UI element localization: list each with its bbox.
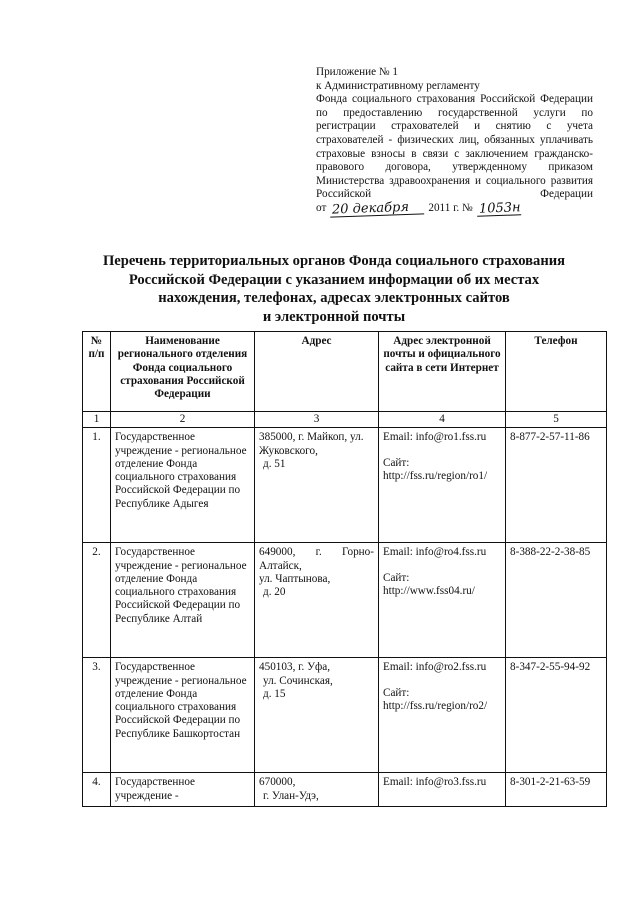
site-label: Сайт: xyxy=(383,456,410,469)
column-number: 2 xyxy=(111,412,255,428)
header-row xyxy=(83,332,607,412)
appendix-date-line xyxy=(316,199,593,218)
office-phone: 8-301-2-21-63-59 xyxy=(506,773,607,807)
site-link: http://fss.ru/region/ro2/ xyxy=(383,699,488,712)
appendix-reference: к Административному регламенту xyxy=(316,79,480,92)
column-number: 4 xyxy=(379,412,506,428)
title-line-3: нахождения, телефонах, адресах электронных сайтов xyxy=(158,290,510,307)
office-address xyxy=(255,658,379,773)
address-line: г. Улан-Удэ, xyxy=(263,789,319,802)
email-text: Email: info@ro1.fss.ru xyxy=(383,431,487,444)
document-title xyxy=(60,252,608,326)
email-text: Email: info@ro4.fss.ru xyxy=(383,546,487,559)
office-address xyxy=(255,428,379,543)
office-address xyxy=(255,773,379,807)
office-contacts xyxy=(379,658,506,773)
handwritten-date: 20 декабря xyxy=(330,201,424,217)
table-row xyxy=(83,428,607,543)
office-contacts xyxy=(379,543,506,658)
address-line: 450103, г. Уфа, xyxy=(259,661,331,674)
address-line: ул. Сочинская, xyxy=(263,674,333,687)
header-num: № п/п xyxy=(83,332,111,412)
header-phone: Телефон xyxy=(506,332,607,412)
offices-table-wrap xyxy=(82,331,607,807)
title-line-1: Перечень территориальных органов Фонда социального страхования xyxy=(102,253,566,269)
table-row xyxy=(83,658,607,773)
title-line-2: Российской Федерации с указанием информации об их местах xyxy=(128,271,540,288)
appendix-body: Фонда социального страхования Российской Федерации по предоставлению государственной услуги по регистрации страхователей и снятию с учета страхователей - физических лиц, обязанных уплачивать страховые взносы в связи с заключением гражданско-правового договора, утвержденному приказом Министерства здравоохранения и социального развития Российской Федерации xyxy=(316,93,593,201)
header-name: Наименование регионального отделения Фонда социального страхования Российской Федерации xyxy=(111,332,255,412)
office-phone: 8-388-22-2-38-85 xyxy=(506,543,607,658)
offices-table xyxy=(82,331,607,807)
office-phone: 8-347-2-55-94-92 xyxy=(506,658,607,773)
header-address: Адрес xyxy=(255,332,379,412)
date-prefix: от xyxy=(316,201,327,214)
email-text: Email: info@ro2.fss.ru xyxy=(383,661,487,674)
table-row xyxy=(83,773,607,807)
office-phone: 8-877-2-57-11-86 xyxy=(506,428,607,543)
office-name: Государственное учреждение - xyxy=(111,773,255,807)
row-number: 1. xyxy=(83,428,111,543)
address-line: 649000, г. Горно-Алтайск, xyxy=(259,546,374,572)
handwritten-number: 1053н xyxy=(478,199,521,217)
address-line: д. 51 xyxy=(263,457,286,470)
column-number-row xyxy=(83,412,607,428)
appendix-block xyxy=(316,66,593,216)
address-line: 385000, г. Майкоп, ул. Жуковского, xyxy=(259,431,364,457)
address-line: д. 20 xyxy=(263,586,286,599)
header-email: Адрес электронной почты и официального сайта в сети Интернет xyxy=(379,332,506,412)
row-number: 3. xyxy=(83,658,111,773)
address-line: д. 15 xyxy=(263,687,286,700)
address-line: 670000, xyxy=(259,776,296,789)
site-link: http://fss.ru/region/ro1/ xyxy=(383,469,488,482)
title-line-4: и электронной почты xyxy=(262,308,406,325)
row-number: 4. xyxy=(83,773,111,807)
office-name: Государственное учреждение - региональное отделение Фонда социального страхования Российской Федерации по Республике Башкортостан xyxy=(111,658,255,773)
site-link: http://www.fss04.ru/ xyxy=(383,584,475,597)
site-label: Сайт: xyxy=(383,571,410,584)
site-label: Сайт: xyxy=(383,686,410,699)
email-text: Email: info@ro3.fss.ru xyxy=(383,776,487,789)
year-text: 2011 г. № xyxy=(428,201,473,214)
office-address xyxy=(255,543,379,658)
appendix-heading: Приложение № 1 xyxy=(316,66,398,78)
office-name: Государственное учреждение - региональное отделение Фонда социального страхования Российской Федерации по Республике Алтай xyxy=(111,543,255,658)
office-contacts xyxy=(379,428,506,543)
row-number: 2. xyxy=(83,543,111,658)
column-number: 5 xyxy=(506,412,607,428)
table-row xyxy=(83,543,607,658)
address-line: ул. Чаптынова, xyxy=(259,572,331,585)
column-number: 1 xyxy=(83,412,111,428)
office-name: Государственное учреждение - региональное отделение Фонда социального страхования Российской Федерации по Республике Адыгея xyxy=(111,428,255,543)
column-number: 3 xyxy=(255,412,379,428)
office-contacts xyxy=(379,773,506,807)
